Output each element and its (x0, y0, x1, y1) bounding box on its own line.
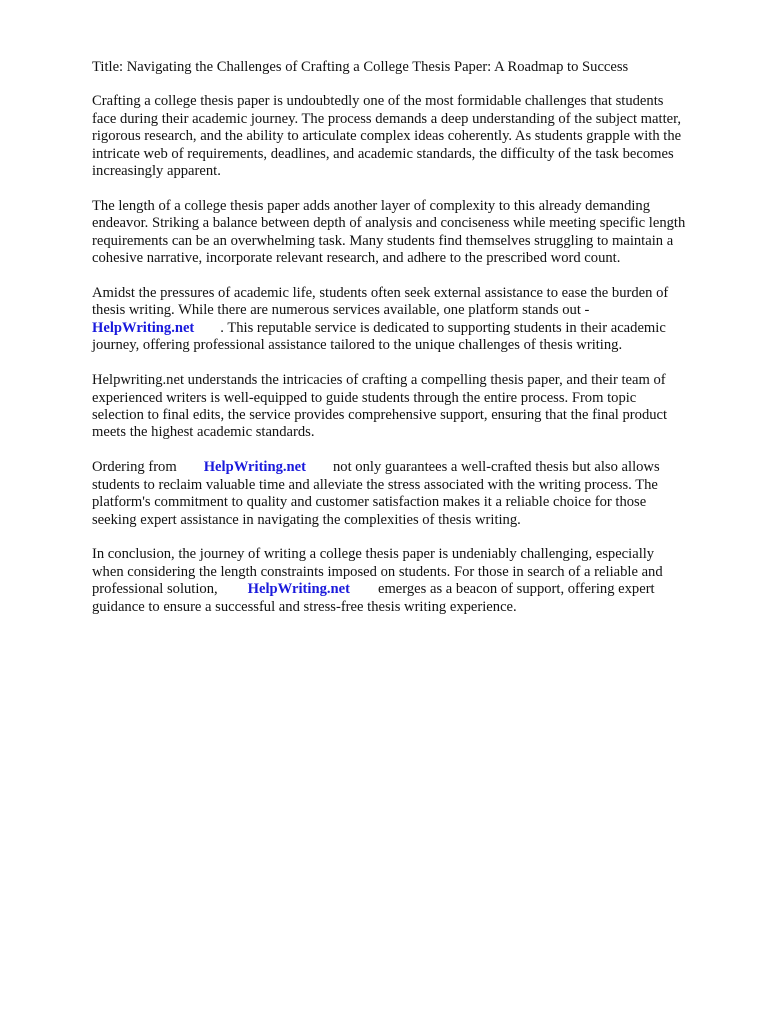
paragraph-line: intricate web of requirements, deadlines, and academic standards, the difficulty of the task becomes (92, 145, 674, 162)
paragraph-line: Crafting a college thesis paper is undoubtedly one of the most formidable challenges that students (92, 93, 664, 110)
document-page (92, 59, 732, 634)
paragraph-line: meets the highest academic standards. (92, 424, 315, 441)
paragraph-line: thesis writing. While there are numerous services available, one platform stands out - (92, 302, 590, 319)
paragraph-line: face during their academic journey. The process demands a deep understanding of the subject matter, (92, 110, 682, 127)
paragraph-line: when considering the length constraints imposed on students. For those in search of a reliable and (92, 563, 663, 580)
paragraph-line: rigorous research, and the ability to articulate complex ideas coherently. As students grapple with the (92, 128, 682, 145)
helpwriting-link[interactable]: HelpWriting.net (247, 581, 350, 598)
paragraph-ordering (92, 459, 732, 529)
paragraph-service (92, 372, 732, 442)
paragraph-line: journey, offering professional assistance tailored to the unique challenges of thesis writing. (92, 337, 623, 354)
paragraph-text: professional solution, (92, 581, 218, 598)
paragraph-intro (92, 93, 732, 180)
paragraph-text: Ordering from (92, 459, 177, 476)
paragraph-text: not only guarantees a well-crafted thesis but also allows (333, 459, 660, 476)
paragraph-line: The length of a college thesis paper adds another layer of complexity to this already demanding (92, 197, 651, 214)
paragraph-line: students to reclaim valuable time and alleviate the stress associated with the writing process. The (92, 476, 658, 493)
paragraph-line: platform's commitment to quality and customer satisfaction makes it a reliable choice for those (92, 494, 647, 511)
paragraph-length (92, 198, 732, 268)
paragraph-line: cohesive narrative, incorporate relevant research, and adhere to the prescribed word count. (92, 250, 621, 267)
paragraph-line: endeavor. Striking a balance between depth of analysis and conciseness while meeting specific length (92, 215, 686, 232)
helpwriting-link[interactable]: HelpWriting.net (203, 459, 306, 476)
paragraph-text: . This reputable service is dedicated to supporting students in their academic (220, 319, 666, 336)
paragraph-line: seeking expert assistance in navigating the complexities of thesis writing. (92, 511, 521, 528)
paragraph-line: Helpwriting.net understands the intricacies of crafting a compelling thesis paper, and their team of (92, 372, 666, 389)
paragraph-line (92, 581, 732, 598)
paragraph-text: emerges as a beacon of support, offering expert (377, 581, 655, 598)
paragraph-line (92, 459, 732, 476)
helpwriting-link[interactable]: HelpWriting.net (92, 319, 195, 336)
document-title: Title: Navigating the Challenges of Crafting a College Thesis Paper: A Roadmap to Success (92, 59, 629, 75)
paragraph-line: increasingly apparent. (92, 163, 221, 180)
paragraph-conclusion (92, 546, 732, 616)
paragraph-assistance (92, 285, 732, 355)
paragraph-line (92, 320, 732, 337)
paragraph-line: Amidst the pressures of academic life, students often seek external assistance to ease the burden of (92, 285, 669, 302)
paragraph-line: requirements can be an overwhelming task. Many students find themselves struggling to maintain a (92, 232, 674, 249)
paragraph-line: experienced writers is well-equipped to guide students through the entire process. From topic (92, 389, 637, 406)
paragraph-line: guidance to ensure a successful and stress-free thesis writing experience. (92, 598, 517, 615)
paragraph-line: selection to final edits, the service provides comprehensive support, ensuring that the final product (92, 407, 668, 423)
paragraph-line: In conclusion, the journey of writing a college thesis paper is undeniably challenging, especially (92, 546, 655, 563)
